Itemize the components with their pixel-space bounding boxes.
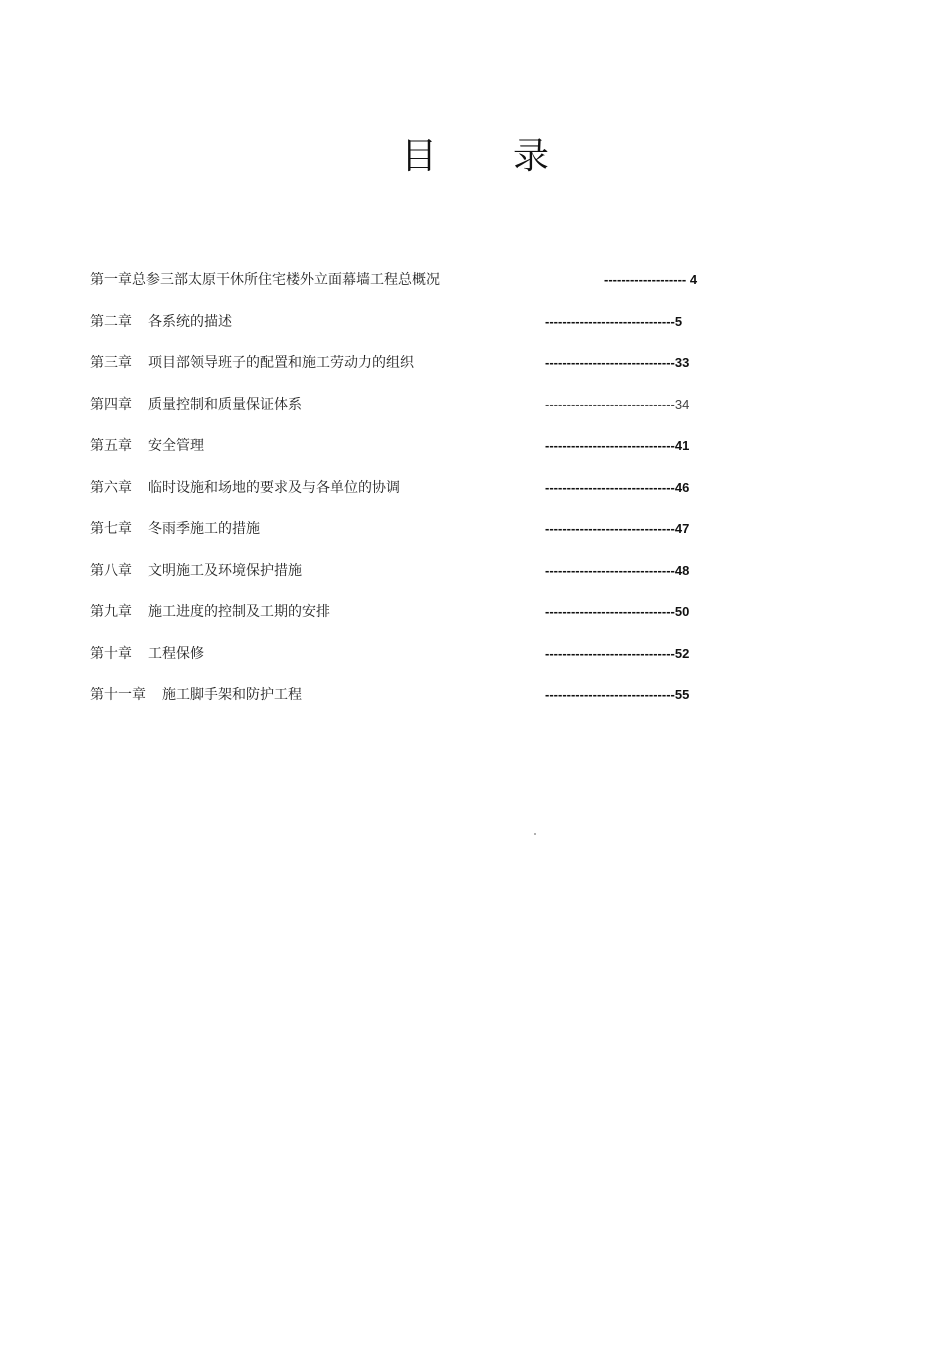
toc-chapter-label [90,349,414,377]
table-of-contents [90,266,730,723]
toc-chapter-label [90,557,302,585]
toc-page-leader: ------------------------------55 [545,687,690,702]
toc-chapter-number: 第十章 [90,645,132,662]
toc-entry-4[interactable] [90,391,730,433]
toc-page-leader: ------------------------------46 [545,479,690,495]
toc-chapter-title: 质量控制和质量保证体系 [148,396,302,413]
toc-page-leader: ------------------------------48 [545,562,690,578]
toc-chapter-label [90,266,440,294]
toc-chapter-title: 文明施工及环境保护措施 [148,562,302,579]
toc-page-leader: ------------------------------5 [545,313,683,329]
toc-entry-10[interactable] [90,640,730,682]
toc-chapter-label [90,598,330,626]
toc-page-leader: ------------------------------47 [545,521,690,536]
stray-dot [534,833,536,835]
toc-page-leader: ------------------------------50 [545,604,690,619]
toc-chapter-label [90,391,302,419]
toc-chapter-title: 安全管理 [148,438,204,454]
toc-chapter-title: 冬雨季施工的措施 [148,521,260,537]
toc-entry-5[interactable] [90,432,730,474]
toc-chapter-number: 第八章 [90,562,132,579]
toc-entry-2[interactable] [90,308,730,350]
toc-chapter-title: 临时设施和场地的要求及与各单位的协调 [148,479,400,496]
toc-chapter-number: 第十一章 [90,687,146,703]
toc-entry-1[interactable] [90,266,730,308]
toc-page-leader: ------------------- 4 [604,272,698,287]
toc-entry-7[interactable] [90,515,730,557]
toc-chapter-number: 第一章 [90,272,132,288]
toc-chapter-title: 施工进度的控制及工期的安排 [148,604,330,620]
toc-chapter-title: 项目部领导班子的配置和施工劳动力的组织 [148,355,414,371]
toc-chapter-title: 工程保修 [148,645,204,662]
toc-chapter-number: 第三章 [90,355,132,371]
toc-chapter-label [90,640,204,668]
toc-chapter-number: 第六章 [90,479,132,496]
toc-page-leader: ------------------------------41 [545,438,690,453]
toc-chapter-label [90,474,400,502]
toc-chapter-number: 第九章 [90,604,132,620]
toc-chapter-title: 总参三部太原干休所住宅楼外立面幕墙工程总概况 [132,272,440,288]
title-char-1: 目 [400,136,437,177]
toc-chapter-label [90,681,302,709]
toc-chapter-label [90,432,204,460]
toc-page-leader: ------------------------------52 [545,645,690,661]
toc-entry-8[interactable] [90,557,730,599]
toc-entry-6[interactable] [90,474,730,516]
toc-chapter-number: 第四章 [90,396,132,413]
title-char-2: 录 [513,136,550,177]
toc-chapter-title: 各系统的描述 [148,313,232,330]
toc-page-leader: ------------------------------34 [545,396,690,412]
toc-page-leader: ------------------------------33 [545,355,690,370]
toc-chapter-number: 第二章 [90,313,132,330]
toc-chapter-number: 第五章 [90,438,132,454]
toc-chapter-label [90,515,260,543]
toc-chapter-number: 第七章 [90,521,132,537]
toc-entry-9[interactable] [90,598,730,640]
toc-chapter-label [90,308,232,336]
toc-chapter-title: 施工脚手架和防护工程 [162,687,302,703]
page-title [0,128,950,179]
toc-entry-3[interactable] [90,349,730,391]
toc-entry-11[interactable] [90,681,730,723]
